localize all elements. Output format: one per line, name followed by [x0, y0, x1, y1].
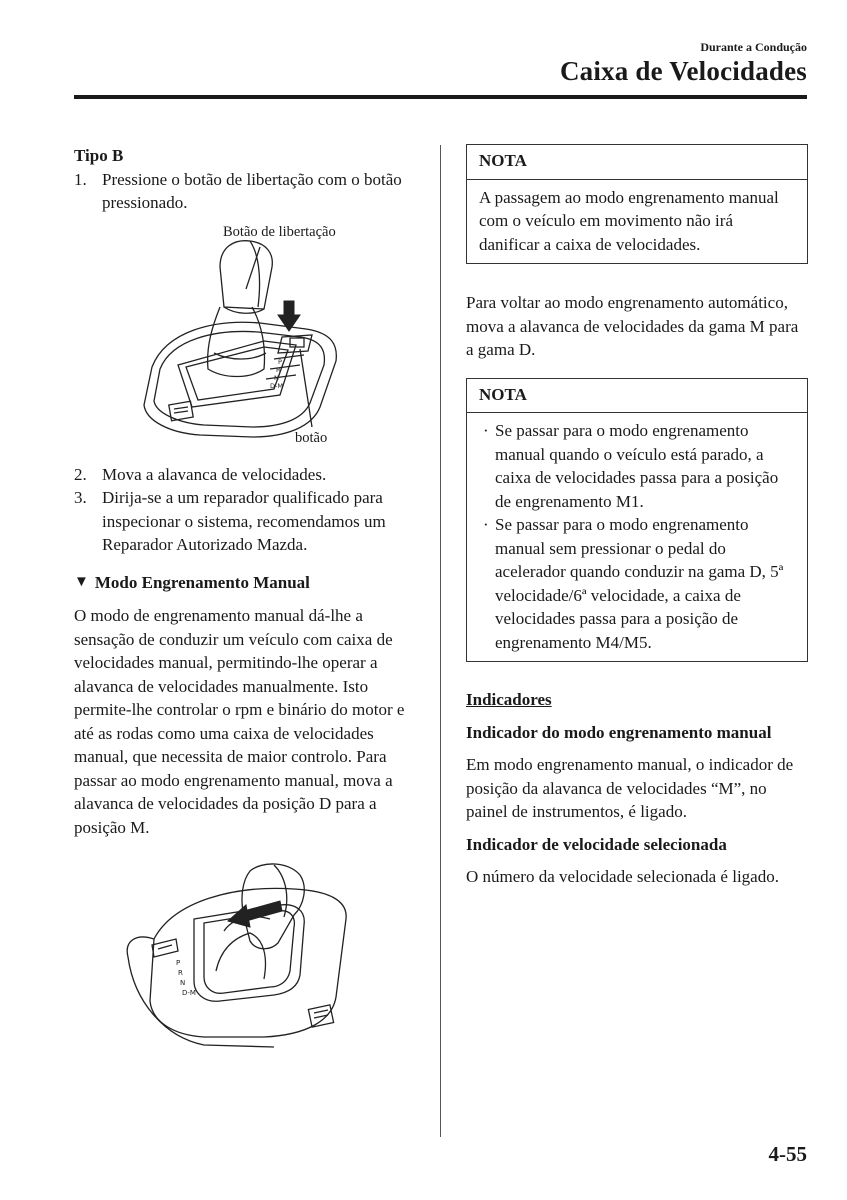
manual-mode-paragraph: O modo de engrenamento manual dá-lhe a sensação de conduzir um veículo com caixa de velocidades manual, permitindo-lhe operar a alavanca de velocidades manualmente. Isto permite-lhe controlar o rpm e binário do motor e até as rodas como uma caixa de velocidades manual, que necessita de maior controlo. Para passar ao modo engrenamento manual, mova a alavanca de velocidades da posição D para a posição M. [74, 606, 405, 837]
triangle-down-icon: ▼ [74, 573, 89, 590]
svg-text:D-M: D-M [182, 989, 196, 997]
subtitle-tipo-b: Tipo B [74, 146, 124, 165]
page-number: 4-55 [768, 1142, 807, 1166]
list-text: Mova a alavanca de velocidades. [102, 464, 327, 484]
svg-text:D-M: D-M [270, 381, 283, 390]
running-header-section: Durante a Condução [700, 40, 807, 54]
figure-shifter-release-button [74, 219, 419, 457]
header-rule [74, 95, 807, 99]
bullet-text: Se passar para o modo engrenamento manual quando o veículo está parado, a caixa de velocidades passa para a posição de engrenamento M1. [495, 421, 779, 511]
svg-text:R: R [178, 969, 183, 977]
list-item [479, 513, 795, 654]
note-heading: NOTA [467, 145, 807, 180]
selected-gear-indicator-text: O número da velocidade selecionada é ligado. [466, 867, 779, 886]
list-number: 1. [74, 169, 87, 189]
list-number: 3. [74, 488, 87, 507]
note-body: A passagem ao modo engrenamento manual com o veículo em movimento não irá danificar a caixa de velocidades. [479, 187, 779, 254]
bullet-dot-icon: · [483, 421, 489, 440]
svg-text:N: N [274, 373, 279, 382]
left-column [74, 144, 419, 1051]
svg-text:R: R [276, 365, 281, 374]
subheading-manual-mode-indicator: Indicador do modo engrenamento manual [466, 722, 772, 742]
svg-text:N: N [180, 979, 186, 987]
manual-mode-indicator-text: Em modo engrenamento manual, o indicador de posição da alavanca de velocidades “M”, no painel de instrumentos, é ligado. [466, 755, 794, 821]
figure-shifter-manual-mode [74, 861, 419, 1051]
indicators-heading: Indicadores [466, 690, 552, 709]
list-item [479, 419, 795, 513]
list-item [74, 486, 419, 557]
section-heading-text: Modo Engrenamento Manual [94, 572, 310, 592]
bullet-text: Se passar para o modo engrenamento manual sem pressionar o pedal do acelerador quando conduzir na gama D, 5ª velocidade/6ª velocidade, a caixa de velocidades passa para a posição de engrenamento M4/M5. [495, 515, 784, 652]
list-text: Dirija-se a um reparador qualificado para inspecionar o sistema, recomendamos um Reparador Autorizado Mazda. [102, 488, 386, 554]
note-box [466, 378, 808, 663]
note-box [466, 144, 808, 264]
list-number: 2. [74, 464, 87, 484]
list-item [74, 463, 419, 487]
section-heading-manual-mode [74, 571, 419, 595]
shifter-illustration-1 [74, 219, 419, 457]
note-heading: NOTA [467, 379, 807, 414]
column-divider [440, 145, 441, 1137]
list-text: Pressione o botão de libertação com o botão pressionado. [102, 169, 402, 212]
left-arrow-icon [228, 901, 282, 927]
callout-button: botão [295, 429, 328, 446]
press-arrow-icon [278, 301, 300, 331]
callout-release-button: Botão de libertação [223, 223, 336, 240]
note-body [467, 413, 807, 661]
shifter-illustration-2 [74, 861, 419, 1051]
svg-text:P: P [176, 959, 181, 967]
subheading-selected-gear-indicator: Indicador de velocidade selecionada [466, 834, 727, 854]
right-column [466, 144, 808, 889]
svg-text:P: P [278, 357, 282, 366]
list-item [74, 168, 419, 215]
return-auto-paragraph: Para voltar ao modo engrenamento automático, mova a alavanca de velocidades da gama M para a gama D. [466, 293, 799, 359]
page-title: Caixa de Velocidades [559, 56, 807, 86]
bullet-dot-icon: · [483, 515, 489, 534]
